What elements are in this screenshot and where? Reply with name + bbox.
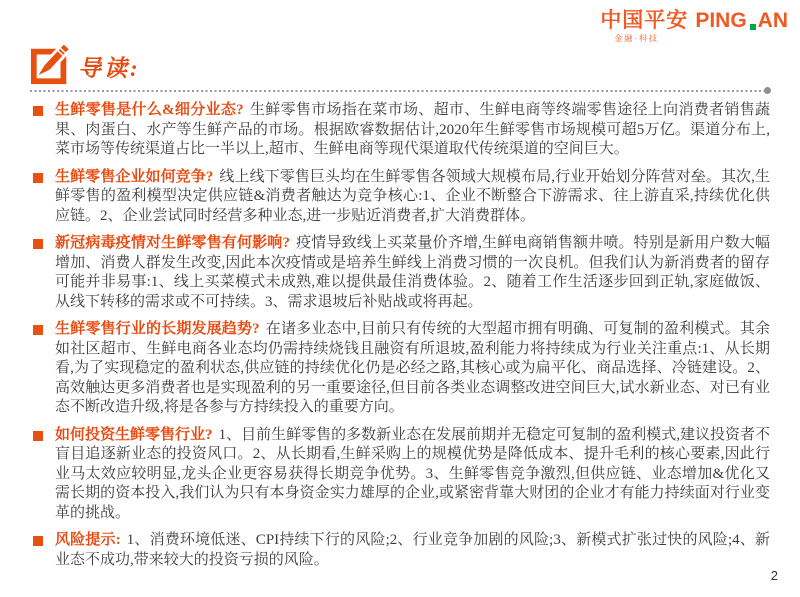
- square-bullet-icon: [33, 239, 43, 249]
- slide-content: [30, 45, 770, 578]
- bullet-question: 生鲜零售企业如何竞争?: [55, 168, 214, 185]
- pingan-logo-en: [695, 10, 788, 31]
- bullet-paragraph: [55, 426, 770, 524]
- bullet-item-1: [30, 101, 770, 160]
- bullet-item-6: [30, 531, 770, 570]
- square-bullet-icon: [33, 106, 43, 116]
- bullet-paragraph: [55, 168, 770, 227]
- page-number: 2: [770, 568, 778, 583]
- bullet-question: 生鲜零售是什么&细分业态?: [55, 102, 244, 118]
- divider-end-dot: [764, 87, 771, 94]
- bullet-question: 生鲜零售行业的长期发展趋势?: [55, 321, 260, 337]
- pingan-logo-row: [600, 10, 788, 31]
- bullet-item-5: [30, 426, 770, 524]
- pingan-logo-tagline: 金融·科技: [614, 34, 659, 43]
- pingan-logo-cn: 中国平安: [600, 9, 689, 32]
- pingan-green-mark-icon: [750, 24, 756, 30]
- square-bullet-icon: [33, 431, 43, 441]
- bullet-paragraph: [55, 101, 770, 160]
- bullet-item-4: [30, 320, 770, 418]
- square-bullet-icon: [33, 173, 43, 183]
- bullet-text: 1、消费环境低迷、CPI持续下行的风险;2、行业竞争加剧的风险;3、新模式扩张过快的风险;4、新业态不成功,带来较大的投资亏损的风险。: [55, 532, 771, 568]
- pingan-logo-en-part2: AN: [757, 9, 788, 32]
- square-bullet-icon: [33, 325, 43, 335]
- bullet-paragraph: [55, 320, 770, 418]
- pencil-note-icon: [30, 43, 72, 87]
- title-row: [30, 45, 770, 87]
- bullet-text: 生鲜零售市场指在菜市场、超市、生鲜电商等终端零售途径上向消费者销售蔬果、肉蛋白、水产等生鲜产品的市场。根据欧睿数据估计,2020年生鲜零售市场规模可超5万亿。渠道分布上,菜市场等传统渠道占比一半以上,超市、生鲜电商等现代渠道取代传统渠道的空间巨大。: [55, 102, 770, 157]
- square-bullet-icon: [33, 536, 43, 546]
- bullet-paragraph: [55, 234, 770, 312]
- bullet-text: 1、目前生鲜零售的多数新业态在发展前期并无稳定可复制的盈利模式,建议投资者不盲目追逐新业态的投资风口。2、从长期看,生鲜采购上的规模优势是降低成本、提升毛利的核心要素,因此行业马太效应较明显,龙头企业更容易获得长期竞争优势。3、生鲜零售竞争激烈,但供应链、业态增加&优化又需长期的资本投入,我们认为只有本身资金实力雄厚的企业,或紧密背靠大财团的企业才有能力持续面对行业变革的挑战。: [55, 426, 770, 521]
- dotted-divider: [30, 89, 770, 92]
- bullet-item-3: [30, 234, 770, 312]
- page-title: 导读:: [78, 55, 141, 81]
- bullet-list: [30, 101, 770, 570]
- bullet-paragraph: [55, 531, 770, 570]
- bullet-text: 线上线下零售巨头均在生鲜零售各领域大规模布局,行业开始划分阵营对垒。其次,生鲜零售的盈利模型决定供应链&消费者触达为竞争核心:1、企业不断整合下游需求、往上游直采,持续优化供应链。2、企业尝试同时经营多种业态,进一步贴近消费者,扩大消费群体。: [55, 168, 770, 224]
- bullet-question: 如何投资生鲜零售行业?: [55, 426, 213, 443]
- bullet-item-2: [30, 168, 770, 227]
- bullet-question: 风险提示:: [55, 532, 121, 548]
- pingan-logo-en-part1: PING: [695, 9, 747, 32]
- bullet-text: 疫情导致线上买菜量价齐增,生鲜电商销售额井喷。特别是新用户数大幅增加、消费人群发生改变,因此本次疫情或是培养生鲜线上消费习惯的一次良机。但我们认为新消费者的留存可能并非易事:1、线上买菜模式未成熟,难以提供最佳消费体验。2、随着工作生活逐步回到正轨,家庭做饭、从线下转移的需求或不可持续。3、需求退坡后补贴战或将再起。: [55, 235, 770, 310]
- bullet-question: 新冠病毒疫情对生鲜零售有何影响?: [55, 235, 290, 251]
- bullet-text: 在诸多业态中,目前只有传统的大型超市拥有明确、可复制的盈利模式。其余如社区超市、生鲜电商各业态均仍需持续烧钱且融资有所退坡,盈利能力将持续成为行业关注重点:1、从长期看,为了实现稳定的盈利状态,供应链的持续优化仍是必经之路,其核心或为扁平化、商品选择、冷链建设。2、高效触达更多消费者也是实现盈利的另一重要途径,但目前各类业态调整改进空间巨大,试水新业态、对已有业态不断改造升级,将是各参与方持续投入的重要方向。: [55, 321, 770, 415]
- pingan-logo: [600, 10, 788, 43]
